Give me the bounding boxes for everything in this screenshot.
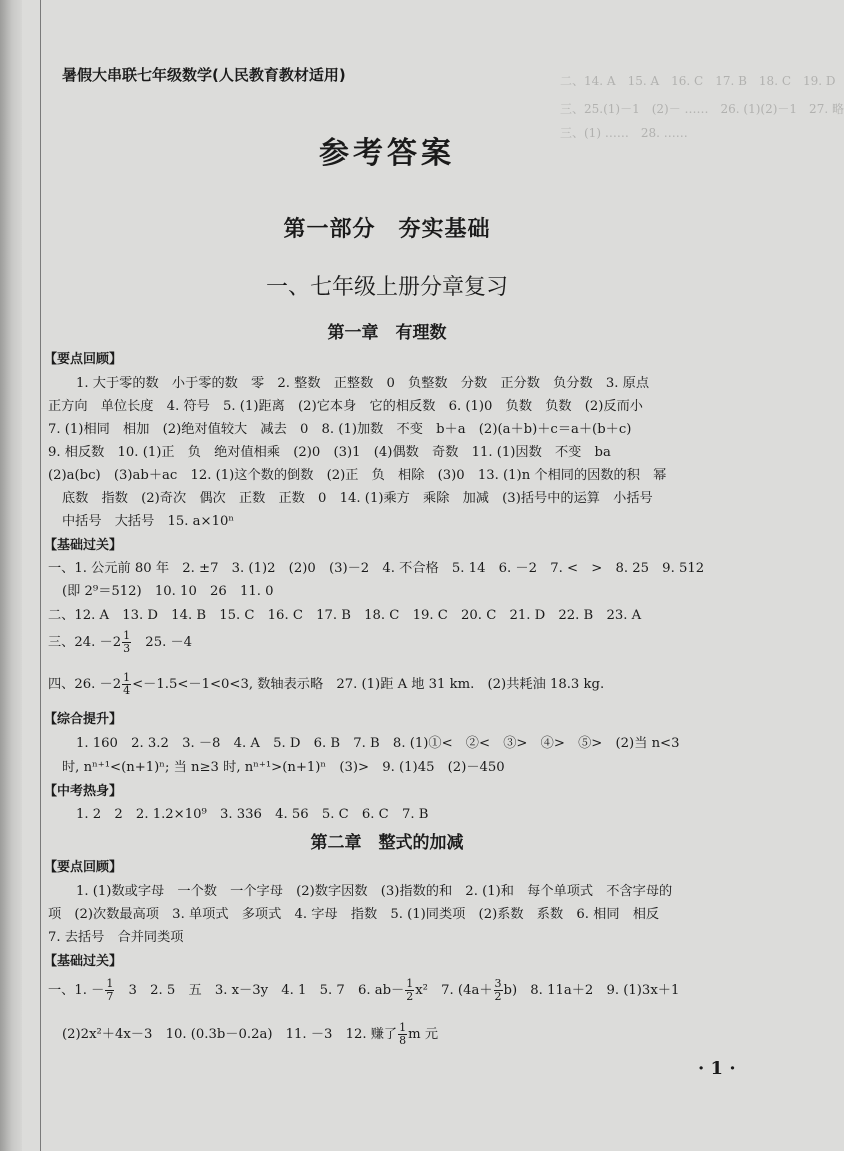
- page-binding-shadow: [0, 0, 22, 1151]
- denominator: 2: [406, 990, 414, 1003]
- section-heading: 【基础过关】: [44, 538, 123, 553]
- answer-line: 1. 160 2. 3.2 3. －8 4. A 5. D 6. B 7. B 8. (1)①< ②< ③> ④> ⑤> (2)当 n<3: [76, 736, 680, 751]
- margin-rule: [40, 0, 41, 1151]
- answer-line: 7. 去括号 合并同类项: [48, 930, 184, 945]
- answer-text: m 元: [408, 1027, 439, 1042]
- fraction: [122, 630, 131, 655]
- denominator: 2: [494, 990, 502, 1003]
- numerator: 3: [494, 977, 502, 990]
- answer-line: [48, 630, 192, 655]
- answer-text: 三、24. －2: [48, 635, 122, 650]
- bleed-text: 三、(1) …… 28. ……: [560, 126, 688, 140]
- answer-line: (即 2⁹＝512) 10. 10 26 11. 0: [62, 584, 274, 599]
- answer-text: 3 2. 5 五 3. x－3y 4. 1 5. 7 6. ab－: [115, 983, 405, 998]
- bleed-text: 三、25.(1)－1 (2)－ …… 26. (1)(2)－1 27. 略: [560, 102, 844, 116]
- fraction: [122, 672, 131, 697]
- page-number: · 1 ·: [698, 1058, 736, 1079]
- answer-line: 1. 2 2 2. 1.2×10⁹ 3. 336 4. 56 5. C 6. C 7. B: [76, 807, 429, 822]
- answer-text: x² 7. (4a＋: [415, 983, 493, 998]
- denominator: 3: [123, 642, 131, 655]
- answer-line: (2)a(bc) (3)ab＋ac 12. (1)这个数的倒数 (2)正 负 相除 (3)0 13. (1)n 个相同的因数的积 幂: [48, 468, 667, 483]
- answer-line: [48, 672, 604, 697]
- answer-text: 四、26. －2: [48, 677, 122, 692]
- section-heading: 【要点回顾】: [44, 352, 123, 367]
- answer-line: 二、12. A 13. D 14. B 15. C 16. C 17. B 18. C 19. C 20. C 21. D 22. B 23. A: [48, 608, 642, 623]
- answer-text: (2)2x²＋4x－3 10. (0.3b－0.2a) 11. －3 12. 赚了: [62, 1027, 398, 1042]
- chapter1-title: 第一章 有理数: [327, 323, 447, 343]
- answer-line: 7. (1)相同 相加 (2)绝对值较大 减去 0 8. (1)加数 不变 b＋a (2)(a＋b)＋c＝a＋(b＋c): [48, 422, 632, 437]
- answer-line: 一、1. 公元前 80 年 2. ±7 3. (1)2 (2)0 (3)－2 4. 不合格 5. 14 6. －2 7. < > 8. 25 9. 512: [48, 561, 705, 576]
- numerator: 1: [123, 629, 131, 642]
- fraction: [105, 978, 114, 1003]
- chapter2-title: 第二章 整式的加减: [310, 833, 464, 853]
- unit-title: 一、七年级上册分章复习: [265, 275, 508, 300]
- answer-line: 9. 相反数 10. (1)正 负 绝对值相乘 (2)0 (3)1 (4)偶数 奇数 11. (1)因数 不变 ba: [48, 445, 611, 460]
- numerator: 1: [106, 977, 114, 990]
- answer-line: 项 (2)次数最高项 3. 单项式 多项式 4. 字母 指数 5. (1)同类项 (2)系数 系数 6. 相同 相反: [48, 907, 660, 922]
- answer-text: b) 8. 11a＋2 9. (1)3x＋1: [503, 983, 680, 998]
- bleed-text: 二、14. A 15. A 16. C 17. B 18. C 19. D: [560, 74, 836, 88]
- numerator: 1: [399, 1021, 407, 1034]
- answer-line: 底数 指数 (2)奇次 偶次 正数 正数 0 14. (1)乘方 乘除 加减 (3)括号中的运算 小括号: [62, 491, 653, 506]
- section-heading: 【基础过关】: [44, 954, 123, 969]
- fraction: [405, 978, 414, 1003]
- numerator: 1: [123, 671, 131, 684]
- answer-text: 25. －4: [132, 635, 193, 650]
- denominator: 4: [123, 684, 131, 697]
- answer-line: [48, 978, 679, 1003]
- section-heading: 【综合提升】: [44, 712, 123, 727]
- answer-line: 正方向 单位长度 4. 符号 5. (1)距离 (2)它本身 它的相反数 6. (1)0 负数 负数 (2)反而小: [48, 399, 643, 414]
- part-title: 第一部分 夯实基础: [283, 217, 491, 242]
- answer-line: 1. (1)数或字母 一个数 一个字母 (2)数字因数 (3)指数的和 2. (1)和 每个单项式 不含字母的: [76, 884, 673, 899]
- numerator: 1: [406, 977, 414, 990]
- answer-line: 1. 大于零的数 小于零的数 零 2. 整数 正整数 0 负整数 分数 正分数 负分数 3. 原点: [76, 376, 650, 391]
- answer-line: 时, nⁿ⁺¹<(n+1)ⁿ; 当 n≥3 时, nⁿ⁺¹>(n+1)ⁿ (3)> 9. (1)45 (2)－450: [62, 760, 505, 775]
- section-heading: 【中考热身】: [44, 784, 123, 799]
- denominator: 7: [106, 990, 114, 1003]
- fraction: [494, 978, 503, 1003]
- section-heading: 【要点回顾】: [44, 860, 123, 875]
- fraction: [398, 1022, 407, 1047]
- answer-line: 中括号 大括号 15. a×10ⁿ: [62, 514, 235, 529]
- denominator: 8: [399, 1034, 407, 1047]
- book-header: 暑假大串联七年级数学(人民教育教材适用): [62, 66, 346, 84]
- answer-text: 一、1. －: [48, 983, 105, 998]
- answer-text: <－1.5<－1<0<3, 数轴表示略 27. (1)距 A 地 31 km. (2)共耗油 18.3 kg.: [132, 677, 605, 692]
- answer-line: [62, 1022, 438, 1047]
- page-title: 参考答案: [319, 136, 455, 171]
